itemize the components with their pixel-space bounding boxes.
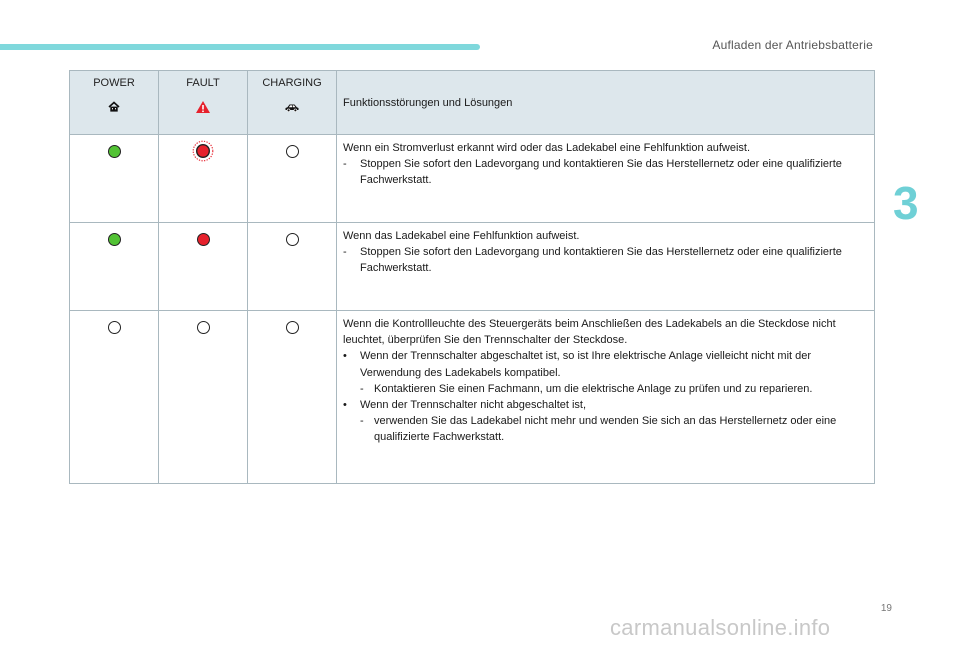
column-header-power <box>70 71 159 135</box>
section-title: Aufladen der Antriebsbatterie <box>712 38 873 52</box>
fault-lamp-blinking-red <box>192 140 214 162</box>
sub-item <box>343 381 862 397</box>
bullet-text: Wenn der Trennschalter nicht abgeschaltet ist, <box>360 399 587 412</box>
warning-triangle-icon <box>195 99 211 115</box>
column-label-charging: CHARGING <box>262 77 322 89</box>
row-intro: Wenn das Ladekabel eine Fehlfunktion aufweist. <box>343 230 580 242</box>
power-lamp-green <box>108 233 121 246</box>
fault-lamp-off <box>197 321 210 334</box>
charging-lamp-off <box>286 145 299 158</box>
table-header-row <box>70 71 875 135</box>
row-intro: Wenn ein Stromverlust erkannt wird oder das Ladekabel eine Fehlfunktion aufweist. <box>343 142 751 154</box>
step-text: Stoppen Sie sofort den Ladevorgang und kontaktieren Sie das Herstellernetz oder eine qualifizierte Fachwerkstatt. <box>360 158 842 187</box>
watermark: carmanualsonline.info <box>610 615 831 640</box>
fault-lamp-red <box>197 233 210 246</box>
description-cell <box>337 311 875 484</box>
fault-light-cell <box>159 223 248 311</box>
charging-status-table <box>69 70 875 484</box>
bullet-marker: • <box>343 350 347 363</box>
charging-light-cell <box>248 135 337 223</box>
page-number: 19 <box>880 603 892 614</box>
bullet-text: Wenn der Trennschalter abgeschaltet ist, so ist Ihre elektrische Anlage vielleicht nicht mit der Verwendung des Ladekabels kompatibel. <box>360 350 812 379</box>
chapter-number: 3 <box>893 177 919 229</box>
step-text: Stoppen Sie sofort den Ladevorgang und kontaktieren Sie das Herstellernetz oder eine qualifizierte Fachwerkstatt. <box>360 246 842 275</box>
accent-bar <box>0 44 480 50</box>
power-light-cell <box>70 223 159 311</box>
dash-marker: - <box>343 246 347 259</box>
row-intro: Wenn die Kontrollleuchte des Steuergeräts beim Anschließen des Ladekabels an die Steckdose nicht leuchtet, überprüfen Sie den Trennschalter der Steckdose. <box>343 318 836 347</box>
list-item <box>343 244 862 276</box>
sub-item <box>343 413 862 445</box>
table-row <box>70 311 875 484</box>
dash-marker: - <box>360 382 364 395</box>
fault-light-cell <box>159 311 248 484</box>
column-label-power: POWER <box>93 77 135 89</box>
list-item <box>343 156 862 188</box>
column-header-description: Funktionsstörungen und Lösungen <box>337 71 875 135</box>
power-light-cell <box>70 135 159 223</box>
power-light-cell <box>70 311 159 484</box>
bullet-marker: • <box>343 399 347 412</box>
bullet-item <box>343 348 862 380</box>
fault-light-cell <box>159 135 248 223</box>
house-plug-icon <box>106 99 122 115</box>
sub-text: Kontaktieren Sie einen Fachmann, um die elektrische Anlage zu prüfen und zu reparieren. <box>374 382 813 395</box>
power-lamp-off <box>108 321 121 334</box>
sub-text: verwenden Sie das Ladekabel nicht mehr und wenden Sie sich an das Herstellernetz oder eine qualifizierte Fachwerkstatt. <box>374 415 837 444</box>
column-header-charging <box>248 71 337 135</box>
charging-lamp-off <box>286 321 299 334</box>
charging-light-cell <box>248 223 337 311</box>
bullet-item <box>343 397 862 413</box>
charging-light-cell <box>248 311 337 484</box>
charging-lamp-off <box>286 233 299 246</box>
car-icon <box>284 99 300 115</box>
column-header-fault <box>159 71 248 135</box>
column-label-fault: FAULT <box>186 77 220 89</box>
dash-marker: - <box>343 158 347 171</box>
table-row <box>70 135 875 223</box>
description-cell <box>337 135 875 223</box>
dash-marker: - <box>360 415 364 428</box>
description-cell <box>337 223 875 311</box>
power-lamp-green <box>108 145 121 158</box>
table-row <box>70 223 875 311</box>
